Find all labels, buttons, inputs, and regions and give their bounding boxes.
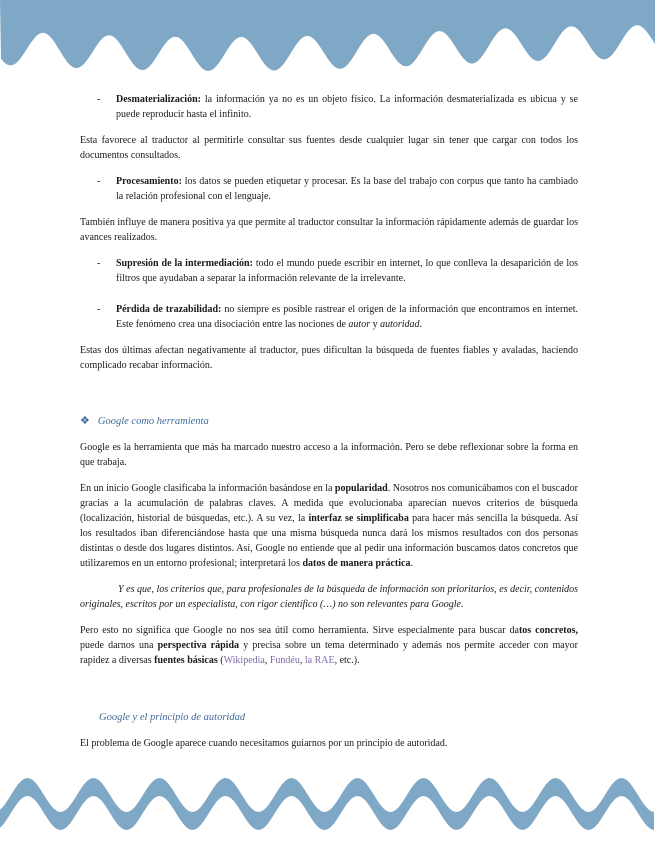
page-body	[80, 92, 578, 751]
paragraph: Estas dos últimas afectan negativamente al traductor, pues dificultan la búsqueda de fuentes fiables y avaladas, haciendo complicado recabar información.	[80, 345, 578, 371]
term: Pérdida de trazabilidad:	[116, 304, 222, 315]
diamond-bullet-icon: ❖	[80, 415, 90, 427]
term: Procesamiento:	[116, 176, 182, 187]
paragraph: Esta favorece al traductor al permitirle consultar sus fuentes desde cualquier lugar sin tener que cargar con todos los documentos consultados.	[80, 135, 578, 161]
bullet-supresion: - Supresión de la intermediación: todo el mundo puede escribir en internet, lo que conlleva la desaparición de los filtros que ayudaban a separar la información relevante de la irrelevante.	[97, 258, 579, 284]
paragraph: Pero esto no significa que Google no nos sea útil como herramienta. Sirve especialmente para buscar datos concretos, puede darnos una perspectiva rápida y precisa sobre un tema determinado y además nos permite acceder con mayor rapidez a diversas fuentes básicas (Wikipedia, Fundéu, la RAE, etc.).	[80, 625, 579, 666]
link-fundeu[interactable]: Fundéu	[269, 655, 300, 666]
section-heading: ❖ Google como herramienta	[80, 415, 209, 427]
paragraph: Google es la herramienta que más ha marcado nuestro acceso a la información. Pero se debe reflexionar sobre la forma en que trabaja.	[80, 442, 578, 468]
bullet-procesamiento: - Procesamiento: los datos se pueden etiquetar y procesar. Es la base del trabajo con corpus que tanto ha cambiado la relación profesional con el lenguaje.	[97, 176, 578, 202]
link-wikipedia[interactable]: Wikipedia	[223, 655, 265, 666]
subsection-heading: Google y el principio de autoridad	[99, 712, 246, 723]
bullet-desmaterializacion: - Desmaterialización: la información ya no es un objeto físico. La información desmaterializada es ubicua y se puede reproducir hasta el infinito.	[97, 94, 578, 120]
term: Desmaterialización:	[116, 94, 201, 105]
quote-paragraph: Y es que, los criterios que, para profesionales de la búsqueda de información son prioritarios, es decir, contenidos originales, escritos por un especialista, con rigor científico (…) no son relevantes para Google.	[80, 584, 578, 610]
paragraph: También influye de manera positiva ya que permite al traductor consultar la información rápidamente además de guardar los avances realizados.	[80, 217, 578, 243]
link-rae[interactable]: la RAE	[304, 655, 335, 666]
top-wave-decoration	[0, 0, 655, 92]
paragraph: En un inicio Google clasificaba la información basándose en la popularidad. Nosotros nos comunicábamos con el buscador gracias a la acumulación de palabras claves. A medida que evolucionaba aparecían nuevos criterios de búsqueda (localización, historial de búsquedas, etc.). A su vez, la interfaz se simplificaba para hacer más sencilla la búsqueda. Así los resultados iban diferenciándose hasta que una misma búsqueda nunca dará los mismos resultados con dos personas distintas o desde dos lugares distintos. Así, Google no entiende que al pedir una información buscamos datos concretos que utilizaremos en un entorno profesional; interpretará los datos de manera práctica.	[80, 483, 579, 569]
bottom-wave-decoration	[0, 760, 655, 848]
term: Supresión de la intermediación:	[116, 258, 253, 269]
bullet-perdida: - Pérdida de trazabilidad: no siempre es posible rastrear el origen de la información que encontramos en internet. Este fenómeno crea una disociación entre las nociones de autor y autoridad.	[97, 304, 578, 330]
paragraph: El problema de Google aparece cuando necesitamos guiarnos por un principio de autoridad.	[80, 738, 448, 749]
